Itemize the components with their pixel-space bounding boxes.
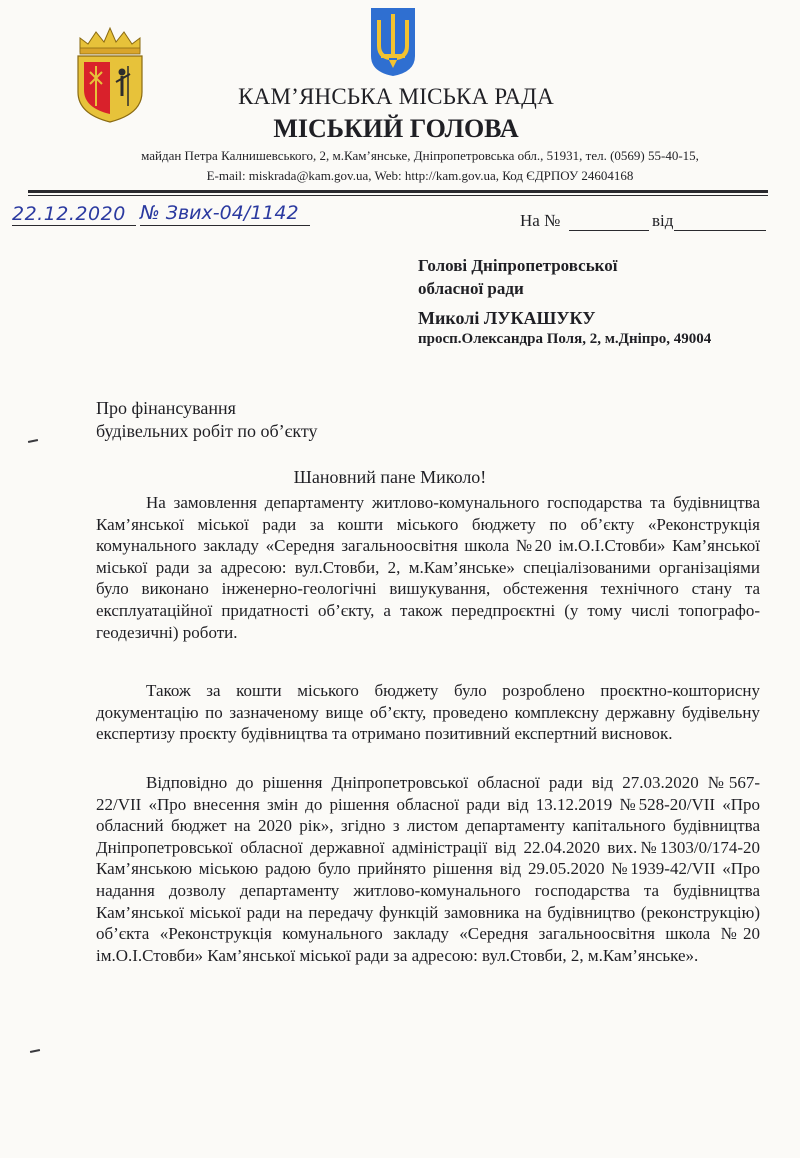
header-divider	[28, 190, 768, 193]
body-paragraph-1: На замовлення департаменту житлово-комунального господарства та будівництва Кам’янської міської ради за кошти міського бюджету по об’єкту «Реконструкція комунального закладу «Середня загальноосвітня школа №20 ім.О.І.Стовби» Кам’янської міської ради за адресою: вул.Стовби, 2, м.Кам’янське» спеціалізованими організаціями було виконано інженерно-геологічні вишукування, обстеження технічного стану та експлуатаційної придатності об’єкту, а також передпроєктні (у тому числі топографо-геодезичні) роботи.	[96, 493, 760, 642]
addressee-address: просп.Олександра Поля, 2, м.Дніпро, 49004	[418, 331, 712, 347]
addressee-position-line2: обласної ради	[418, 279, 524, 298]
body-paragraph-3: Відповідно до рішення Дніпропетровської обласної ради від 27.03.2020 №567-22/VII «Про внесення змін до рішення обласної ради від 13.12.2019 №528-20/VII «Про обласний бюджет на 2020 рік», згідно з листом департаменту капітального будівництва Дніпропетровської обласної державної адміністрації від 22.04.2020 вих.№1303/0/174-20 Кам’янською міською радою було прийнято рішення від 29.05.2020 №1939-42/VII «Про надання дозволу департаменту житлово-комунального господарства та будівництва Кам’янської міської ради на передачу функцій замовника на будівництво (реконструкцію) об’єкта «Реконструкція комунального закладу «Середня загальноосвітня школа №20 ім.О.І.Стовби» Кам’янської міської ради за адресою: вул.Стовби, 2, м.Кам’янське».	[96, 773, 760, 965]
subject-line1: Про фінансування	[96, 398, 236, 418]
reply-to-blank	[569, 230, 649, 231]
from-label: від	[652, 211, 674, 230]
kamianske-coat-of-arms-icon	[70, 22, 150, 126]
subject-line2: будівельних робіт по об’єкту	[96, 421, 318, 441]
addressee-position-line1: Голові Дніпропетровської	[418, 256, 618, 275]
office-address: майдан Петра Калнишевського, 2, м.Кам’янське, Дніпропетровська обл., 51931, тел. (0569) 55-40-15,	[141, 148, 699, 163]
addressee-name: Миколі ЛУКАШУКУ	[418, 308, 596, 328]
ukraine-trident-icon	[369, 6, 417, 78]
margin-mark	[28, 439, 38, 443]
date-underline	[12, 225, 136, 226]
reply-to-label: На №	[520, 211, 561, 230]
from-blank	[674, 230, 766, 231]
body-paragraph-2: Також за кошти міського бюджету було розроблено проєктно-кошторисну документацію по зазначеному вище об’єкту, проведено комплексну державну будівельну експертизу проєкту будівництва та отримано позитивний експертний висновок.	[96, 681, 760, 744]
outgoing-date: 22.12.2020	[12, 203, 126, 225]
number-underline	[140, 225, 310, 226]
outgoing-number: № Звих-04/1142	[140, 202, 299, 224]
office-contacts: E-mail: miskrada@kam.gov.ua, Web: http://kam.gov.ua, Код ЄДРПОУ 24604168	[206, 168, 634, 183]
salutation: Шановний пане Миколо!	[293, 467, 487, 487]
header-divider-thin	[28, 195, 768, 196]
organization-name: КАМ’ЯНСЬКА МІСЬКА РАДА	[238, 84, 554, 109]
margin-mark	[30, 1049, 40, 1053]
official-title: МІСЬКИЙ ГОЛОВА	[273, 114, 519, 143]
